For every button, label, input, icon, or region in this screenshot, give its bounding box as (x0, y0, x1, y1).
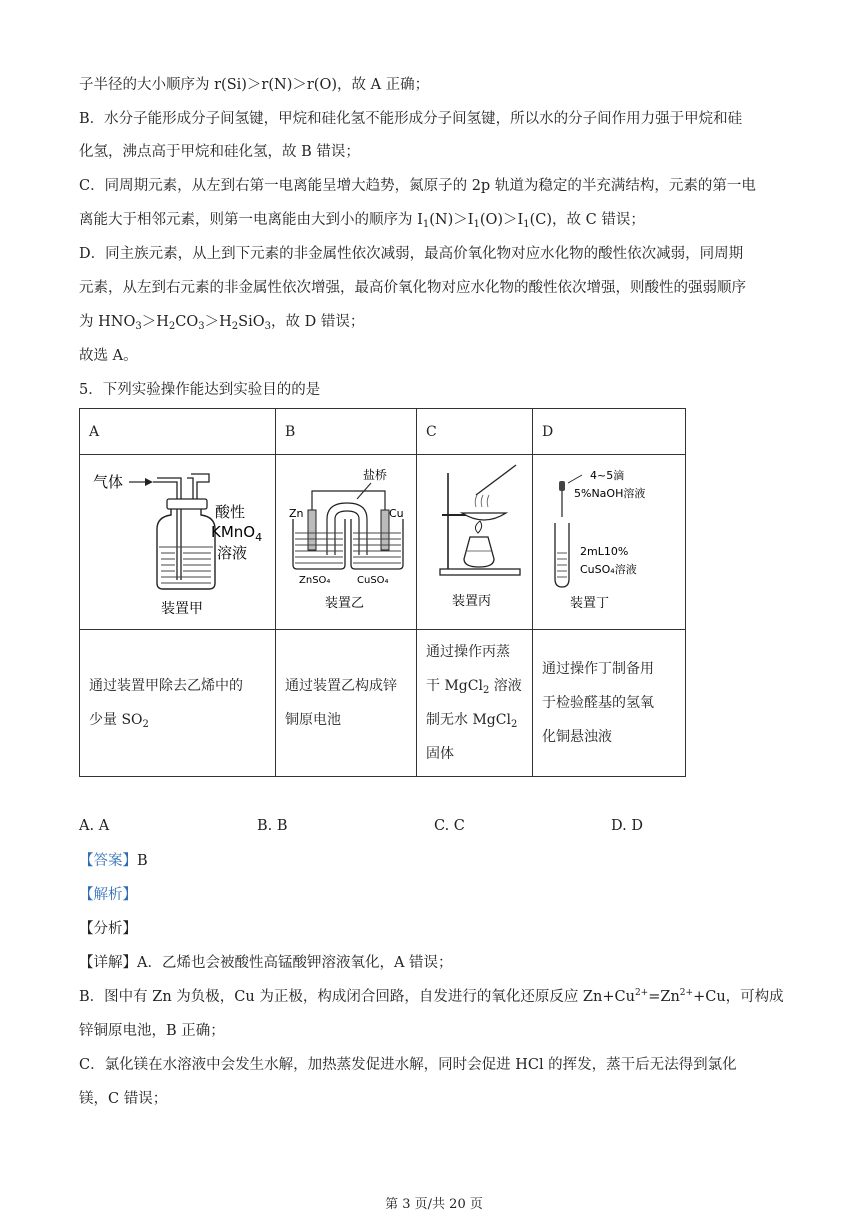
figure-d (533, 455, 686, 630)
desc-line: 通过装置甲除去乙烯中的 (89, 678, 243, 694)
options-table (79, 408, 686, 777)
figure-b (276, 455, 417, 630)
text-line: C．同周期元素，从左到右第一电离能呈增大趋势，氮原子的 2p 轨道为稳定的半充满结构，元素的第一电 (79, 178, 756, 194)
figure-c (417, 455, 533, 630)
header-b: B (276, 409, 417, 455)
solution-label: CuSO₄ (356, 575, 389, 586)
text-line: D．同主族元素，从上到下元素的非金属性依次减弱，最高价氧化物对应水化物的酸性依次减弱，同周期 (79, 246, 744, 262)
detail-line: B．图中有 Zn 为负极，Cu 为正极，构成闭合回路，自发进行的氧化还原反应 $Zn+Cu^{2+}=Zn^{2+}+Cu$，可构成 (79, 988, 784, 1005)
desc-line: 铜原电池 (285, 712, 341, 728)
choice-d: D. D (611, 818, 643, 834)
bottle-stopper (167, 499, 207, 509)
header-d: D (533, 409, 686, 455)
analysis-heading: 【解析】 (79, 887, 137, 903)
text-line: 化氢，沸点高于甲烷和硅化氢，故 B 错误； (79, 144, 360, 160)
electrode-label: Cu (388, 507, 404, 520)
answer-line: 【答案】B (79, 853, 148, 869)
fenxi-heading: 【分析】 (79, 921, 137, 937)
reagent-label: 酸性 (214, 503, 245, 521)
choice-a: A. A (79, 818, 110, 834)
description-b (276, 630, 417, 777)
reagent-label: 溶液 (216, 544, 247, 562)
text-line: 元素，从左到右元素的非金属性依次增强，最高价氧化物对应水化物的酸性依次增强，则酸性的强弱顺序 (79, 280, 746, 296)
desc-line: 通过操作丙蒸 (426, 644, 510, 660)
description-d (533, 630, 686, 777)
flame (475, 521, 481, 533)
desc-line: 于检验醛基的氢氧 (542, 695, 654, 711)
figure-caption: 装置甲 (160, 601, 203, 617)
description-a (80, 630, 276, 777)
figure-a (80, 455, 276, 630)
reagent-label: CuSO₄溶液 (579, 563, 637, 576)
salt-bridge (327, 503, 367, 555)
reagent-label: KMnO$_4$ (210, 523, 262, 544)
text-line: 故选 A。 (79, 348, 138, 364)
choice-c: C. C (434, 818, 465, 834)
dropper-bulb (559, 481, 565, 491)
figure-caption: 装置丙 (451, 594, 491, 609)
figure-caption: 装置丁 (569, 596, 609, 611)
description-c (417, 630, 533, 777)
wire (312, 491, 385, 510)
solution-label: ZnSO₄ (298, 575, 330, 586)
arrow-icon (145, 478, 153, 486)
evaporation-setup-diagram (422, 455, 528, 625)
reagent-label: 4~5滴 (589, 469, 624, 482)
steam (475, 495, 489, 507)
detail-line: 锌铜原电池，B 正确； (79, 1023, 225, 1039)
gas-label: 气体 (92, 473, 123, 491)
desc-line: 制无水 MgCl$_2$ (426, 712, 518, 730)
beaker-left (293, 519, 345, 569)
galvanic-cell-diagram (281, 455, 412, 625)
desc-line: 干 MgCl$_2$ 溶液 (426, 678, 522, 696)
text-line: B．水分子能形成分子间氢键，甲烷和硅化氢不能形成分子间氢键，所以水的分子间作用力强于甲烷和硅 (79, 111, 743, 127)
header-c: C (417, 409, 533, 455)
desc-line: 固体 (426, 746, 454, 762)
gas-washing-bottle-diagram (83, 455, 273, 625)
test-tube-diagram (538, 455, 681, 625)
detail-line: 镁，C 错误； (79, 1091, 168, 1107)
desc-line: 通过装置乙构成锌 (285, 678, 397, 694)
reagent-label: 2mL10% (579, 545, 628, 558)
salt-bridge-label: 盐桥 (362, 468, 387, 482)
text-line: 子半径的大小顺序为 r(Si)＞r(N)＞r(O)，故 A 正确； (79, 77, 430, 93)
desc-line: 少量 $SO_2$ (89, 712, 149, 730)
question-stem: 5．下列实验操作能达到实验目的的是 (79, 382, 321, 398)
choice-b: B. B (257, 818, 288, 834)
zinc-electrode (308, 510, 316, 550)
text-line: 为 $HNO_3>H_2CO_3>H_2SiO_3$，故 D 错误； (79, 314, 365, 332)
header-a: A (80, 409, 276, 455)
evaporating-dish (462, 513, 506, 520)
detail-line: 【详解】A．乙烯也会被酸性高锰酸钾溶液氧化，A 错误； (79, 955, 453, 971)
electrode-label: Zn (288, 507, 304, 520)
desc-line: 通过操作丁制备用 (542, 661, 654, 677)
iron-stand-base (440, 569, 520, 575)
reagent-label: 5%NaOH溶液 (573, 487, 645, 500)
figure-caption: 装置乙 (324, 596, 364, 611)
alcohol-lamp (464, 537, 494, 567)
text-line: 离能大于相邻元素，则第一电离能由大到小的顺序为 $I_1(N)>I_1(O)>I_1(C)$，故 C 错误； (79, 212, 645, 230)
detail-line: C．氯化镁在水溶液中会发生水解，加热蒸发促进水解，同时会促进 HCl 的挥发，蒸干后无法得到氯化 (79, 1057, 737, 1073)
page-footer: 第 3 页/共 20 页 (385, 1197, 483, 1212)
copper-electrode (381, 510, 389, 550)
desc-line: 化铜悬浊液 (542, 729, 612, 745)
glass-rod (476, 465, 516, 495)
